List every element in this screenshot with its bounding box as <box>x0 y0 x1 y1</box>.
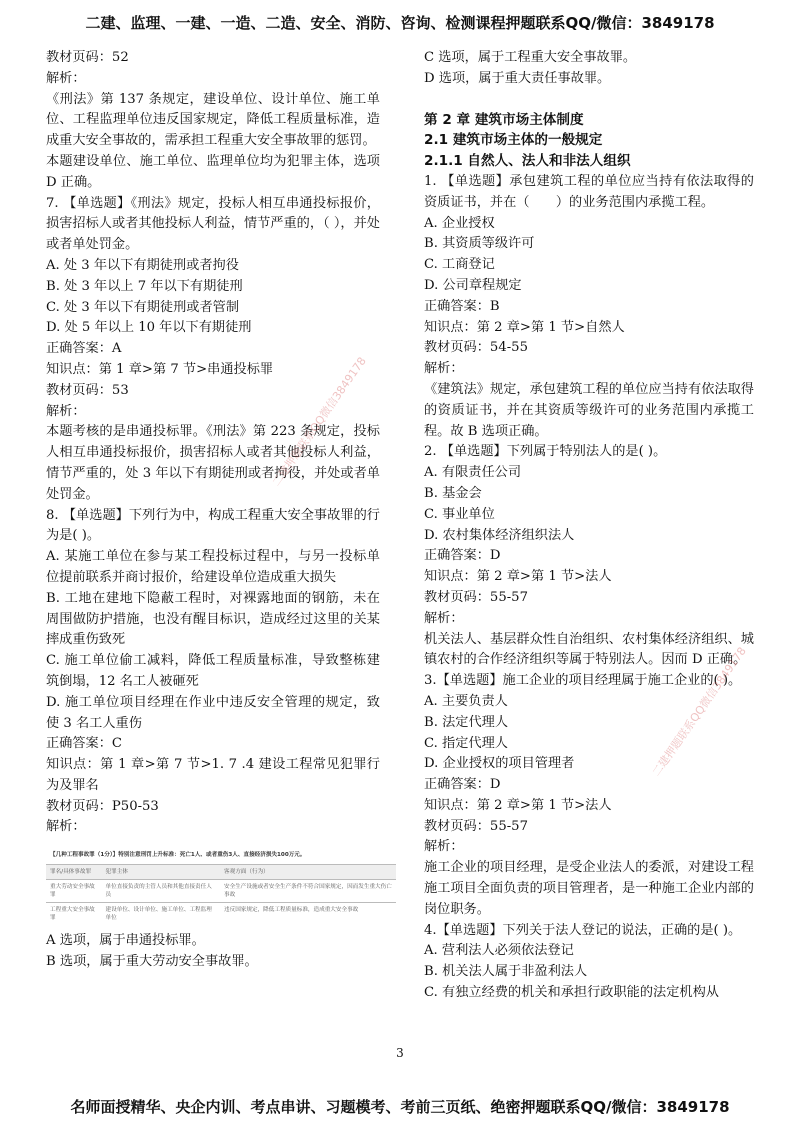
text-line: C. 处 3 年以下有期徒刑或者管制 <box>46 299 240 315</box>
text-line: 《建筑法》规定，承包建筑工程的单位应当持有依法取得的资质证书，并在其资质等级许可的业务范围内承揽工程。故 B 选项正确。 <box>424 381 754 439</box>
right-text-block-top <box>424 48 754 90</box>
page-number: 3 <box>396 1046 404 1060</box>
section-gap <box>424 90 754 110</box>
table-header-row <box>46 865 396 880</box>
text-line: 解析： <box>424 839 464 855</box>
text-line: 解析： <box>424 361 464 377</box>
text-line: B 选项，属于重大劳动安全事故罪。 <box>46 954 258 970</box>
left-column <box>46 48 392 973</box>
text-line: 解析： <box>46 70 86 86</box>
table-row <box>46 880 396 903</box>
text-line: A 选项，属于串通投标罪。 <box>46 933 205 949</box>
text-line: 正确答案：A <box>46 341 122 357</box>
text-line: 2. 【单选题】下列属于特别法人的是( )。 <box>424 444 667 460</box>
text-line: 教材页码：53 <box>46 382 129 398</box>
text-line: A. 处 3 年以下有期徒刑或者拘役 <box>46 257 239 273</box>
text-line: 正确答案：C <box>46 736 123 752</box>
text-line: B. 处 3 年以上 7 年以下有期徒刑 <box>46 278 243 294</box>
left-text-block-end <box>46 931 380 973</box>
right-column <box>424 48 754 1004</box>
watermark: 二建押题联系QQ微信3849178 <box>269 354 369 489</box>
table-row <box>46 903 396 926</box>
table-cell: 单位直接负责的主管人员和其他直接责任人员 <box>102 880 220 903</box>
text-line: C. 有独立经费的机关和承担行政职能的法定机构从 <box>424 985 719 1001</box>
text-line: B. 机关法人属于非盈利法人 <box>424 964 588 980</box>
text-line: C. 指定代理人 <box>424 735 508 751</box>
text-line: C. 施工单位偷工减料，降低工程质量标准，导致整栋建筑倒塌，12 名工人被砸死 <box>46 653 380 689</box>
watermark: 二建押题联系QQ微信3849178 <box>649 644 749 779</box>
table-header-cell: 罪名/具体事故罪 <box>46 865 102 880</box>
text-line: D. 企业授权的项目管理者 <box>424 756 575 772</box>
text-line: 解析： <box>424 610 464 626</box>
text-line: 知识点：第 2 章>第 1 节>法人 <box>424 569 612 585</box>
table-cell: 工程重大安全事故罪 <box>46 903 102 926</box>
table-cell: 违反国家规定，降低工程质量标准，造成重大安全事故 <box>220 903 396 926</box>
text-line: 解析： <box>46 403 86 419</box>
text-line: C 选项，属于工程重大安全事故罪。 <box>424 50 637 65</box>
text-line: 4.【单选题】下列关于法人登记的说法，正确的是( )。 <box>424 922 742 938</box>
section-heading: 2.1 建筑市场主体的一般规定 <box>424 132 603 149</box>
text-line: D. 公司章程规定 <box>424 277 522 293</box>
text-line: B. 基金会 <box>424 485 482 501</box>
table-cell: 安全生产设施或者安全生产条件不符合国家规定，因而发生重大伤亡事故 <box>220 880 396 903</box>
chapter-heading: 第 2 章 建筑市场主体制度 <box>424 111 584 128</box>
subsection-heading: 2.1.1 自然人、法人和非法人组织 <box>424 153 631 170</box>
text-line: 1. 【单选题】承包建筑工程的单位应当持有依法取得的资质证书，并在（ ）的业务范围内承揽工程。 <box>424 173 754 210</box>
text-line: 本题考核的是串通投标罪。《刑法》第 223 条规定，投标人相互串通投标报价，损害招标人或者其他投标人利益，情节严重的，处 3 年以下有期徒刑或者拘役，并处或者单处罚金。 <box>46 424 380 502</box>
text-line: 正确答案：B <box>424 298 500 314</box>
right-text-block <box>424 172 754 1004</box>
text-line: A. 主要负责人 <box>424 693 508 709</box>
text-line: 教材页码：55-57 <box>424 818 528 834</box>
table-title: 【几种工程事故罪（1分）】特别注意刑罚上升标准：死亡1人、或者重伤3人、直接经济损失100万元。 <box>50 852 306 859</box>
table-cell: 重大劳动安全事故罪 <box>46 880 102 903</box>
table-header-cell: 犯罪主体 <box>102 865 220 880</box>
text-line: B. 其资质等级许可 <box>424 236 535 252</box>
text-line: D. 施工单位项目经理在作业中违反安全管理的规定，致使 3 名工人重伤 <box>46 694 380 731</box>
page-header: 二建、监理、一建、一造、二造、安全、消防、咨询、检测课程押题联系QQ/微信：3849178 <box>85 14 715 32</box>
text-line: D. 处 5 年以上 10 年以下有期徒刑 <box>46 320 252 336</box>
text-line: 知识点：第 2 章>第 1 节>法人 <box>424 797 612 813</box>
text-line: B. 工地在建地下隐蔽工程时，对裸露地面的钢筋，未在周围做防护措施，也没有醒目标识，造成经过这里的关某摔成重伤致死 <box>46 590 380 648</box>
text-line: A. 企业授权 <box>424 215 495 231</box>
table-header-cell: 客观方面（行为） <box>220 865 396 880</box>
text-line: 正确答案：D <box>424 777 501 793</box>
table-cell: 建设单位、设计单位、施工单位、工程监理单位 <box>102 903 220 926</box>
text-line: 8. 【单选题】下列行为中，构成工程重大安全事故罪的行为是( )。 <box>46 507 380 544</box>
text-line: 教材页码：52 <box>46 50 129 65</box>
text-line: D. 农村集体经济组织法人 <box>424 527 575 543</box>
text-line: 解析： <box>46 819 86 835</box>
text-line: 《刑法》第 137 条规定，建设单位、设计单位、施工单位、工程监理单位违反国家规定，降低工程质量标准，造成重大安全事故的，需承担工程重大安全事故罪的惩罚。 <box>46 91 380 149</box>
left-text-block <box>46 48 380 838</box>
text-line: 7. 【单选题】《刑法》规定，投标人相互串通投标报价，损害招标人或者其他投标人利益，情节严重的，（ ），并处或者单处罚金。 <box>46 195 380 253</box>
text-line: 3.【单选题】施工企业的项目经理属于施工企业的( )。 <box>424 673 742 689</box>
text-line: 教材页码：55-57 <box>424 589 528 605</box>
text-line: B. 法定代理人 <box>424 714 509 730</box>
text-line: A. 某施工单位在参与某工程投标过程中，与另一投标单位提前联系并商讨报价，给建设单位造成重大损失 <box>46 549 380 585</box>
text-line: 知识点：第 2 章>第 1 节>自然人 <box>424 319 625 335</box>
text-line: 教材页码：P50-53 <box>46 798 159 814</box>
text-line: A. 有限责任公司 <box>424 465 522 481</box>
text-line: 知识点：第 1 章>第 7 节>1. 7 .4 建设工程常见犯罪行为及罪名 <box>46 757 380 793</box>
text-line: A. 营利法人必须依法登记 <box>424 943 574 959</box>
page-footer: 名师面授精华、央企内训、考点串讲、习题模考、考前三页纸、绝密押题联系QQ/微信：3849178 <box>70 1098 730 1116</box>
text-line: 机关法人、基层群众性自治组织、农村集体经济组织、城镇农村的合作经济组织等属于特别法人。因而 D 正确。 <box>424 631 754 668</box>
text-line: C. 工商登记 <box>424 257 495 273</box>
text-line: D 选项，属于重大责任事故罪。 <box>424 70 611 86</box>
crime-table <box>46 848 396 925</box>
text-line: 知识点：第 1 章>第 7 节>串通投标罪 <box>46 361 274 377</box>
text-line: 教材页码：54-55 <box>424 340 528 356</box>
text-line: 本题建设单位、施工单位、监理单位均为犯罪主体，选项D 正确。 <box>46 153 380 190</box>
text-line: C. 事业单位 <box>424 506 495 522</box>
text-line: 施工企业的项目经理，是受企业法人的委派，对建设工程施工项目全面负责的项目管理者，是一种施工企业内部的岗位职务。 <box>424 860 754 917</box>
text-line: 正确答案：D <box>424 548 501 564</box>
